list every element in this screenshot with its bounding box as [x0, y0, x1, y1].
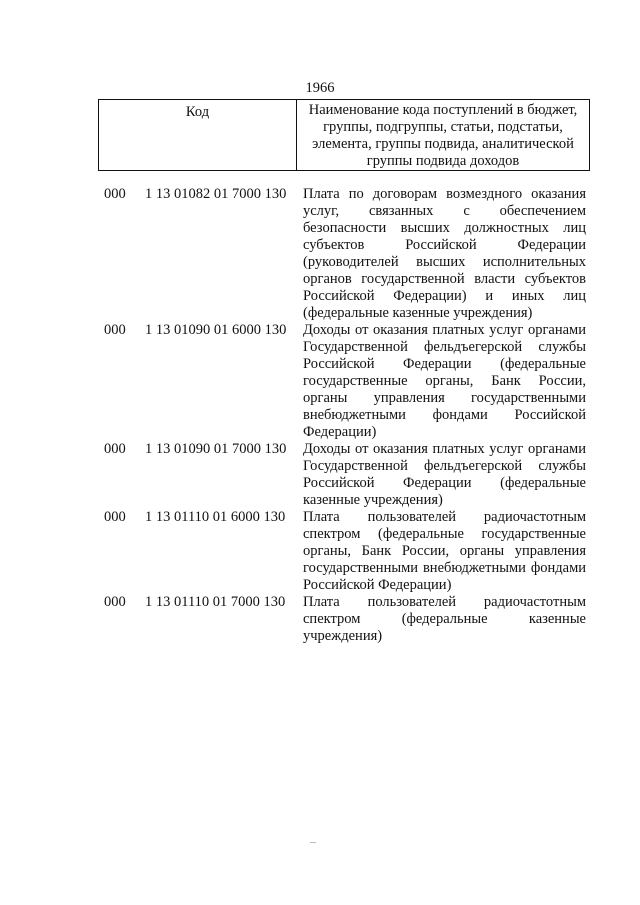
description-line: Плата пользователей радиочастотным [303, 509, 586, 525]
income-code: 1 13 01110 01 7000 130 [145, 594, 286, 610]
description-line: учреждения) [303, 628, 383, 644]
description-line: услуг, связанных с обеспечением [303, 203, 586, 219]
income-description [303, 186, 586, 322]
description-line: Доходы от оказания платных услуг органами [303, 441, 586, 457]
admin-code: 000 [104, 594, 126, 610]
admin-code: 000 [104, 509, 126, 525]
table-body [0, 186, 640, 645]
income-code: 1 13 01090 01 7000 130 [145, 441, 287, 457]
table-row [0, 186, 640, 322]
description-line: Плата пользователей радиочастотным [303, 594, 586, 610]
header-name-column [297, 100, 589, 170]
income-description [303, 322, 586, 441]
description-line: Российской Федерации) [303, 577, 452, 593]
table-row [0, 509, 640, 594]
income-code: 1 13 01082 01 7000 130 [145, 186, 287, 202]
table-header [98, 99, 590, 171]
income-code: 1 13 01090 01 6000 130 [145, 322, 287, 338]
description-line: Доходы от оказания платных услуг органами [303, 322, 586, 338]
description-line: государственными внебюджетными фондами [303, 560, 586, 576]
scan-mark [310, 842, 316, 843]
description-line: Плата по договорам возмездного оказания [303, 186, 586, 202]
income-description [303, 441, 586, 509]
description-line: спектром (федеральные казенные [303, 611, 586, 627]
description-line: органов государственной власти субъектов [303, 271, 586, 287]
table-row [0, 322, 640, 441]
description-line: государственные органы, Банк России, [303, 373, 586, 389]
description-line: внебюджетными фондами Российской [303, 407, 586, 423]
header-name-line: группы, подгруппы, статьи, подстатьи, [323, 119, 563, 135]
description-line: Российской Федерации (федеральные [303, 356, 586, 372]
description-line: спектром (федеральные государственные [303, 526, 586, 542]
income-description [303, 509, 586, 594]
description-line: Государственной фельдъегерской службы [303, 339, 586, 355]
header-code-column: Код [99, 100, 297, 170]
admin-code: 000 [104, 186, 126, 202]
income-description [303, 594, 586, 645]
description-line: безопасности высших должностных лиц [303, 220, 586, 236]
description-line: органы управления государственными [303, 390, 586, 406]
description-line: Федерации) [303, 424, 377, 440]
table-row [0, 594, 640, 645]
description-line: (федеральные казенные учреждения) [303, 305, 533, 321]
description-line: органы, Банк России, органы управления [303, 543, 586, 559]
header-name-line: Наименование кода поступлений в бюджет, [308, 102, 578, 118]
admin-code: 000 [104, 322, 126, 338]
header-name-line: элемента, группы подвида, аналитической [312, 136, 574, 152]
page-number: 1966 [305, 80, 335, 96]
table-row [0, 441, 640, 509]
admin-code: 000 [104, 441, 126, 457]
description-line: (руководителей высших исполнительных [303, 254, 586, 270]
description-line: Государственной фельдъегерской службы [303, 458, 586, 474]
description-line: Российской Федерации) и иных лиц [303, 288, 586, 304]
description-line: Российской Федерации (федеральные [303, 475, 586, 491]
description-line: казенные учреждения) [303, 492, 443, 508]
description-line: субъектов Российской Федерации [303, 237, 586, 253]
income-code: 1 13 01110 01 6000 130 [145, 509, 286, 525]
header-name-line: группы подвида доходов [366, 153, 520, 169]
